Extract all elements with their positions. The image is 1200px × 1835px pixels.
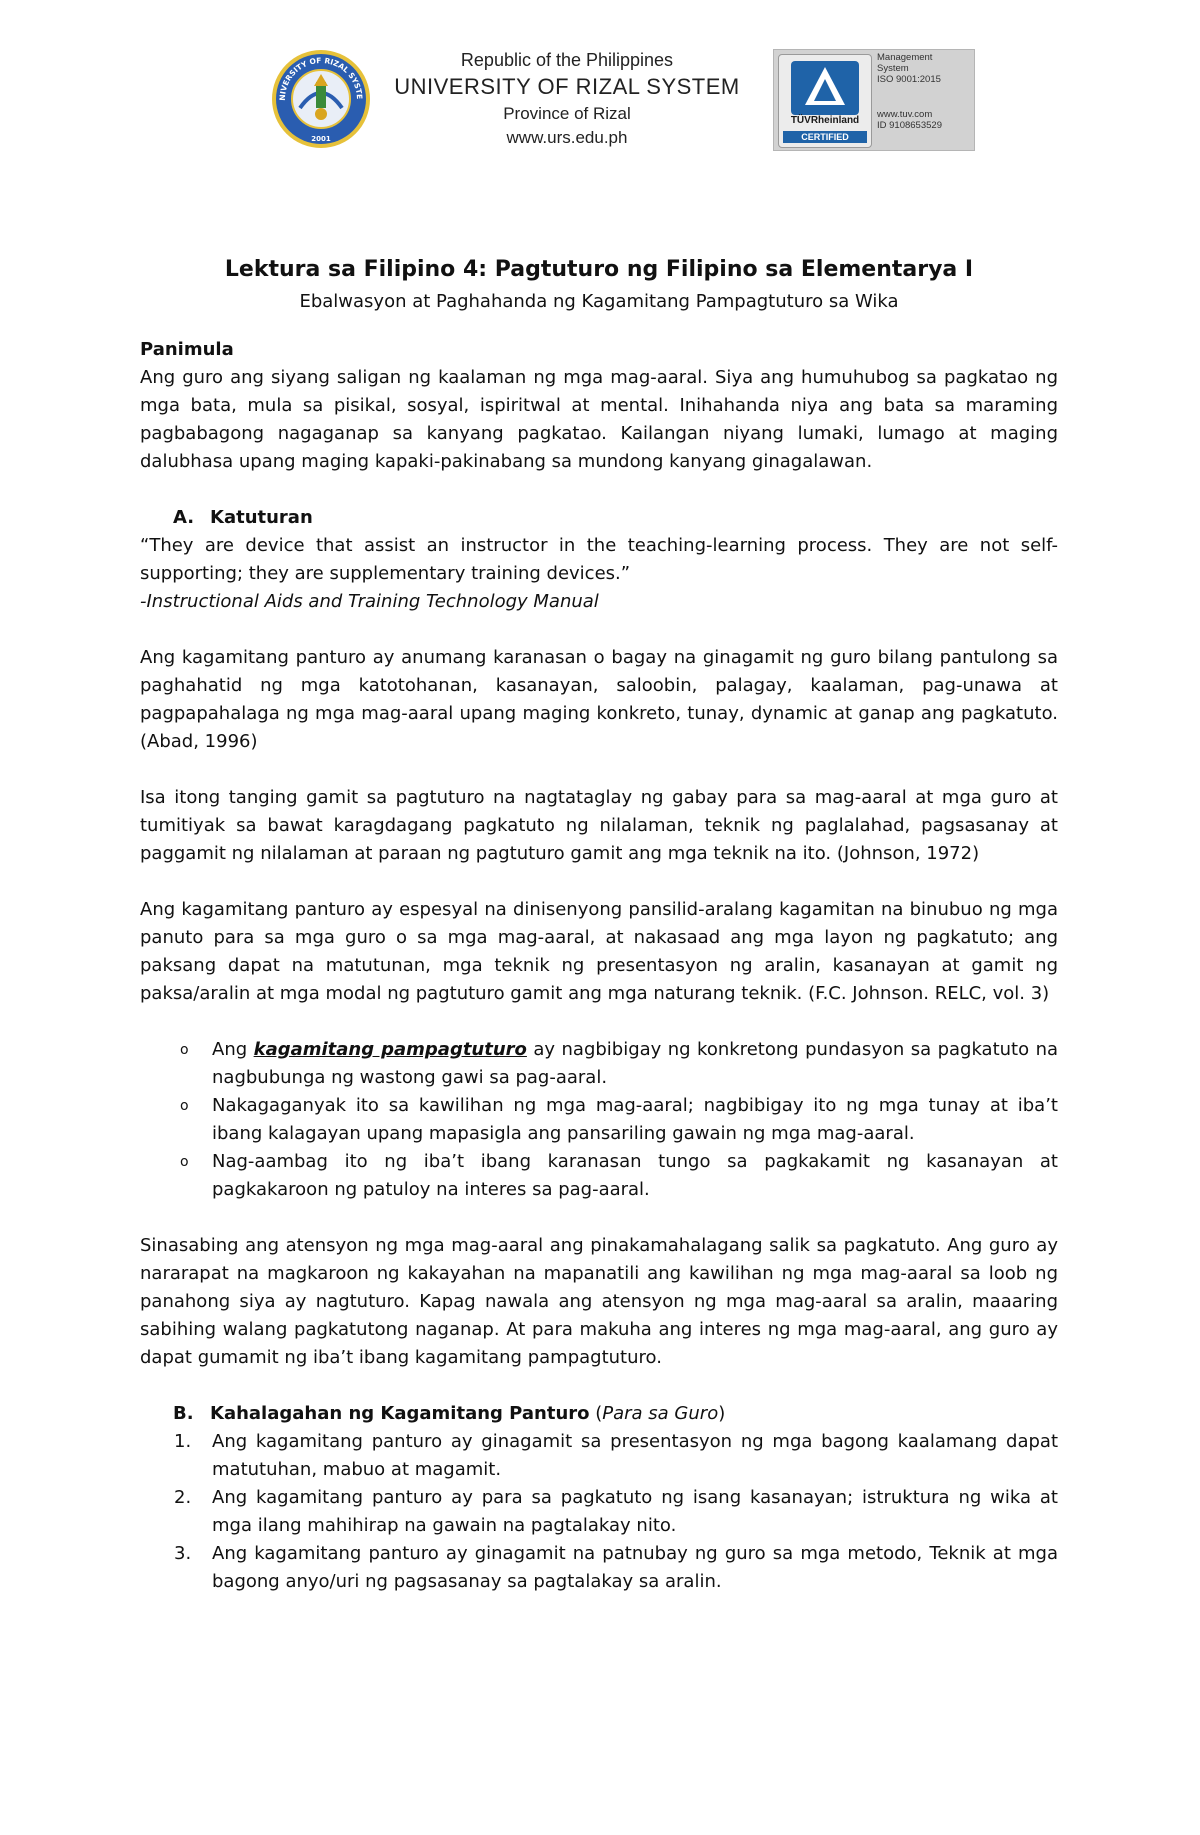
province-line: Province of Rizal: [503, 104, 631, 123]
iso-certification-badge: [773, 49, 975, 151]
document-title: Lektura sa Filipino 4: Pagtuturo ng Filipino sa Elementarya I: [224, 257, 974, 282]
list-item: [140, 1092, 1058, 1148]
seal-year: 2001: [311, 135, 331, 143]
list-item: [140, 1428, 1058, 1484]
republic-line: Republic of the Philippines: [460, 50, 674, 70]
list-item: [140, 1148, 1058, 1204]
section-heading-katuturan: [140, 504, 1058, 532]
item-number: 2.: [174, 1487, 192, 1508]
tuv-brand-text: TÜVRheinland: [790, 115, 860, 126]
section-letter: A.: [173, 507, 195, 528]
cert-info-line: System: [877, 63, 909, 74]
document-subtitle: Ebalwasyon at Paghahanda ng Kagamitang Pampagtuturo sa Wika: [299, 291, 899, 312]
seal-text: NIVERSITY OF RIZAL SYSTE: [277, 55, 365, 101]
bullet-text: ay nagbibigay ng konkretong pundasyon sa pagkatuto na nagbubunga ng wastong gawi sa pag-aaral.: [212, 1039, 1059, 1088]
item-text: Ang kagamitang panturo ay ginagamit sa presentasyon ng mga bagong kaalamang dapat matutuhan, mabuo at magamit.: [212, 1431, 1058, 1480]
university-name: UNIVERSITY OF RIZAL SYSTEM: [394, 74, 740, 99]
section-letter: B.: [173, 1403, 194, 1424]
bullet-text: Nag-aambag ito ng iba’t ibang karanasan tungo sa pagkakamit ng kasanayan at pagkakaroon ng patuloy na interes sa pag-aaral.: [212, 1151, 1058, 1200]
list-item: [140, 1540, 1058, 1596]
quote-source: -Instructional Aids and Training Technology Manual: [140, 591, 599, 612]
tuv-logo: [778, 54, 872, 148]
list-item: [140, 1036, 1058, 1092]
bullet-marker: o: [180, 1154, 189, 1170]
cert-info-line: ISO 9001:2015: [877, 74, 941, 85]
certification-info: [877, 52, 971, 131]
emphasized-term: kagamitang pampagtuturo: [253, 1039, 527, 1060]
bullet-text: Ang: [212, 1039, 254, 1060]
panimula-paragraph: Ang guro ang siyang saligan ng kaalaman ng mga mag-aaral. Siya ang humuhubog sa pagkatao ng mga bata, mula sa pisikal, sosyal, ispiritwal at mental. Inihahanda niya ang bata sa maraming pagbabagong nagaganap sa kanyang pagkatao. Kailangan niyang lumaki, lumago at maging dalubhasa upang maging kapaki-pakinabang sa mundong kanyang ginagalawan.: [140, 367, 1058, 472]
section-heading-kahalagahan: [140, 1400, 1058, 1428]
paren: ): [718, 1403, 726, 1424]
item-text: Ang kagamitang panturo ay para sa pagkatuto ng isang kasanayan; istruktura ng wika at mga ilang mahihirap na gawain na pagtalakay nito.: [212, 1487, 1058, 1536]
cert-info-line: Management: [877, 52, 933, 63]
katuturan-paragraph: Isa itong tanging gamit sa pagtuturo na nagtataglay ng gabay para sa mag-aaral at mga guro at tumitiyak sa bawat karagdagang pagkatuto ng nilalaman, teknik ng paglalahad, pagsasanay at paggamit ng nilalaman at paraan ng pagtuturo gamit ang mga teknik na ito. (Johnson, 1972): [140, 787, 1058, 864]
bullet-list: [140, 1036, 1058, 1204]
section-heading-panimula: Panimula: [140, 339, 234, 360]
katuturan-paragraph: Ang kagamitang panturo ay anumang karanasan o bagay na ginagamit ng guro bilang pantulong sa paghahatid ng mga katotohanan, kasanayan, saloobin, palagay, kaalaman, pag-unawa at pagpapahalaga ng mga mag-aaral upang maging konkreto, tunay, dynamic at ganap ang pagkatuto. (Abad, 1996): [140, 647, 1058, 752]
letterhead: [372, 48, 762, 150]
section-title: Katuturan: [210, 507, 313, 528]
katuturan-paragraph: Ang kagamitang panturo ay espesyal na dinisenyong pansilid-aralang kagamitan na binubuo ng mga panuto para sa mga guro o sa mga mag-aaral, at nakasaad ang mga layon ng pagkatuto; ang paksang dapat na matutunan, mga teknik ng presentasyon ng aralin, kasanayan at gamit ng paksa/aralin at mga modal ng pagtuturo gamit ang mga naturang teknik. (F.C. Johnson. RELC, vol. 3): [140, 899, 1058, 1004]
section-subtitle: Para sa Guro: [602, 1403, 719, 1424]
katuturan-paragraph: Sinasabing ang atensyon ng mga mag-aaral ang pinakamahalagang salik sa pagkatuto. Ang guro ay nararapat na magkaroon ng kakayahan na mapanatili ang kawilihan ng mga mag-aaral sa loob ng panahong siya ay nagtuturo. Kapag nawala ang atensyon ng mga mag-aaral sa aralin, maaaring sabihing walang pagkatutong naganap. At para makuha ang interes ng mga mag-aaral, ang guro ay dapat gumamit ng iba’t ibang kagamitang pampagtuturo.: [140, 1235, 1058, 1368]
bullet-text: Nakagaganyak ito sa kawilihan ng mga mag-aaral; nagbibigay ito ng mga tunay at iba’t ibang kalagayan upang mapasigla ang pansariling gawain ng mga mag-aaral.: [212, 1095, 1058, 1144]
list-item: [140, 1484, 1058, 1540]
quote-paragraph: “They are device that assist an instructor in the teaching-learning process. They are not self-supporting; they are supplementary training devices.”: [140, 535, 1058, 584]
bullet-marker: o: [180, 1098, 189, 1114]
section-title: Kahalagahan ng Kagamitang Panturo: [210, 1403, 590, 1424]
certified-label: CERTIFIED: [783, 131, 867, 143]
item-number: 3.: [174, 1543, 192, 1564]
bullet-marker: o: [180, 1042, 189, 1058]
item-text: Ang kagamitang panturo ay ginagamit na patnubay ng guro sa mga metodo, Teknik at mga bagong anyo/uri ng pagsasanay sa pagtalakay sa aralin.: [212, 1543, 1058, 1592]
website-line: www.urs.edu.ph: [506, 128, 628, 147]
cert-info-line: ID 9108653529: [877, 120, 942, 131]
university-seal-logo: [270, 48, 372, 150]
item-number: 1.: [174, 1431, 192, 1452]
document-body: [140, 254, 1058, 1596]
paren: (: [589, 1403, 603, 1424]
numbered-list: [140, 1428, 1058, 1596]
cert-info-line: www.tuv.com: [877, 109, 933, 120]
